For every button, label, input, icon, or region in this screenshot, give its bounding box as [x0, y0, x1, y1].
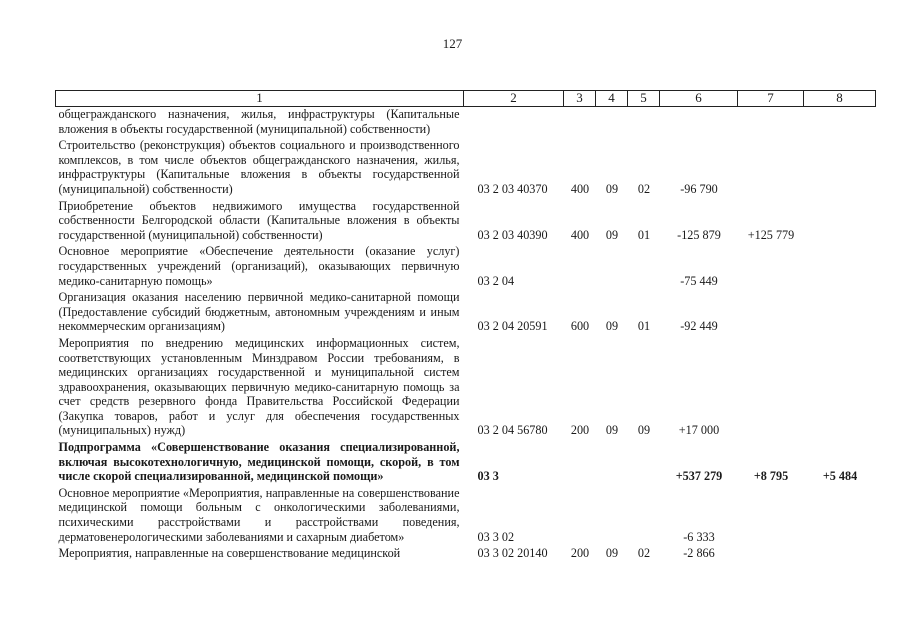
row-description: Организация оказания населению первичной медико-санитарной помощи (Предоставление субсидий бюджетным, автономным учреждениям и иным некоммерческим организациям) [58, 290, 460, 334]
row-amount-col6 [660, 107, 738, 139]
table-row [56, 440, 876, 486]
row-subsection: 09 [637, 423, 651, 438]
row-amount-col6: +17 000 [678, 423, 720, 438]
column-header: 8 [804, 91, 876, 107]
row-code: 03 2 04 20591 [477, 319, 548, 334]
row-amount-col8 [804, 107, 876, 139]
row-code: 03 2 03 40390 [477, 227, 548, 242]
table-header-row [56, 91, 876, 107]
row-section [596, 244, 628, 290]
row-amount-col7: +125 779 [747, 227, 795, 242]
budget-table [55, 90, 876, 563]
column-header: 6 [660, 91, 738, 107]
row-amount-col7: +8 795 [753, 469, 789, 484]
table-row [56, 244, 876, 290]
row-expense-type: 400 [570, 181, 590, 196]
row-amount-col8 [804, 199, 876, 245]
table-row [56, 138, 876, 198]
row-expense-type [564, 107, 596, 139]
row-code [464, 107, 564, 139]
row-code: 03 2 03 40370 [477, 181, 548, 196]
table-row [56, 199, 876, 245]
row-description: Подпрограмма «Совершенствование оказания специализированной, включая высокотехнологичную, медицинской помощи, скорой, в том числе скорой специализированной, медицинской помощи» [58, 440, 460, 484]
table-row [56, 107, 876, 139]
row-section: 09 [605, 181, 619, 196]
row-description: Мероприятия по внедрению медицинских информационных систем, соответствующих установленным Минздравом России требованиям, в медицинских организациях государственной и муниципальной систем здравоохранения, оказывающих первичную медико-санитарную помощь за счет средств резервного фонда Правительства Российской Федерации (Закупка товаров, работ и услуг для обеспечения государственных (муниципальных) нужд) [58, 335, 460, 438]
table-row [56, 546, 876, 563]
table-row [56, 336, 876, 440]
row-amount-col7 [738, 290, 804, 336]
row-subsection: 02 [637, 181, 651, 196]
row-section [596, 440, 628, 486]
row-description: Приобретение объектов недвижимого имущества государственной собственности Белгородской области (Капитальные вложения в объекты государственной (муниципальной) собственности) [58, 198, 460, 242]
row-amount-col8 [804, 138, 876, 198]
row-section [596, 107, 628, 139]
row-expense-type: 400 [570, 227, 590, 242]
row-amount-col6: -96 790 [680, 181, 718, 196]
row-section [596, 486, 628, 546]
row-amount-col8 [804, 244, 876, 290]
row-description: общегражданского назначения, жилья, инфраструктуры (Капитальные вложения в объекты государственной (муниципальной) собственности) [58, 107, 460, 136]
row-subsection: 01 [637, 227, 651, 242]
row-amount-col6: +537 279 [675, 469, 723, 484]
row-expense-type [564, 486, 596, 546]
row-amount-col7 [738, 546, 804, 563]
table-row [56, 486, 876, 546]
row-section: 09 [605, 227, 619, 242]
row-amount-col7 [738, 138, 804, 198]
column-header: 5 [628, 91, 660, 107]
row-amount-col6: -125 879 [677, 227, 721, 242]
row-amount-col7 [738, 107, 804, 139]
row-amount-col6: -2 866 [683, 546, 715, 561]
row-code: 03 3 02 [477, 529, 515, 544]
row-expense-type: 600 [570, 319, 590, 334]
row-description: Строительство (реконструкция) объектов социального и производственного комплексов, в том числе объектов общегражданского назначения, жилья, инфраструктуры (Капитальные вложения в объекты государственной (муниципальной) собственности) [58, 138, 460, 196]
table-row [56, 290, 876, 336]
row-section: 09 [605, 423, 619, 438]
row-code: 03 2 04 56780 [477, 423, 548, 438]
row-subsection: 02 [637, 546, 651, 561]
column-header: 2 [464, 91, 564, 107]
row-code: 03 3 02 20140 [477, 546, 548, 561]
page-number: 127 [442, 36, 463, 51]
column-header: 7 [738, 91, 804, 107]
row-subsection [628, 440, 660, 486]
row-amount-col8 [804, 336, 876, 440]
column-header: 1 [56, 91, 464, 107]
row-code: 03 3 [477, 469, 499, 484]
row-subsection: 01 [637, 319, 651, 334]
row-section: 09 [605, 319, 619, 334]
row-amount-col8: +5 484 [822, 469, 858, 484]
row-amount-col6: -75 449 [680, 273, 718, 288]
row-description: Основное мероприятие «Мероприятия, направленные на совершенствование медицинской помощи больным с онкологическими заболеваниями, психическими расстройствами и расстройствами поведения, дерматовенерологическими заболеваниями и сахарным диабетом» [58, 485, 460, 544]
row-section: 09 [605, 546, 619, 561]
row-description: Основное мероприятие «Обеспечение деятельности (оказание услуг) государственных учреждений (организаций), оказывающих первичную медико-санитарную помощь» [58, 244, 460, 288]
row-description: Мероприятия, направленные на совершенствование медицинской [58, 546, 401, 561]
row-amount-col7 [738, 486, 804, 546]
row-subsection [628, 107, 660, 139]
column-header: 3 [564, 91, 596, 107]
row-amount-col7 [738, 244, 804, 290]
row-subsection [628, 244, 660, 290]
row-amount-col8 [804, 486, 876, 546]
row-expense-type [564, 440, 596, 486]
column-header: 4 [596, 91, 628, 107]
row-expense-type: 200 [570, 546, 590, 561]
row-expense-type: 200 [570, 423, 590, 438]
row-subsection [628, 486, 660, 546]
row-amount-col7 [738, 336, 804, 440]
row-amount-col6: -6 333 [683, 529, 715, 544]
row-amount-col8 [804, 290, 876, 336]
row-expense-type [564, 244, 596, 290]
row-amount-col6: -92 449 [680, 319, 718, 334]
row-code: 03 2 04 [477, 273, 515, 288]
row-amount-col8 [804, 546, 876, 563]
